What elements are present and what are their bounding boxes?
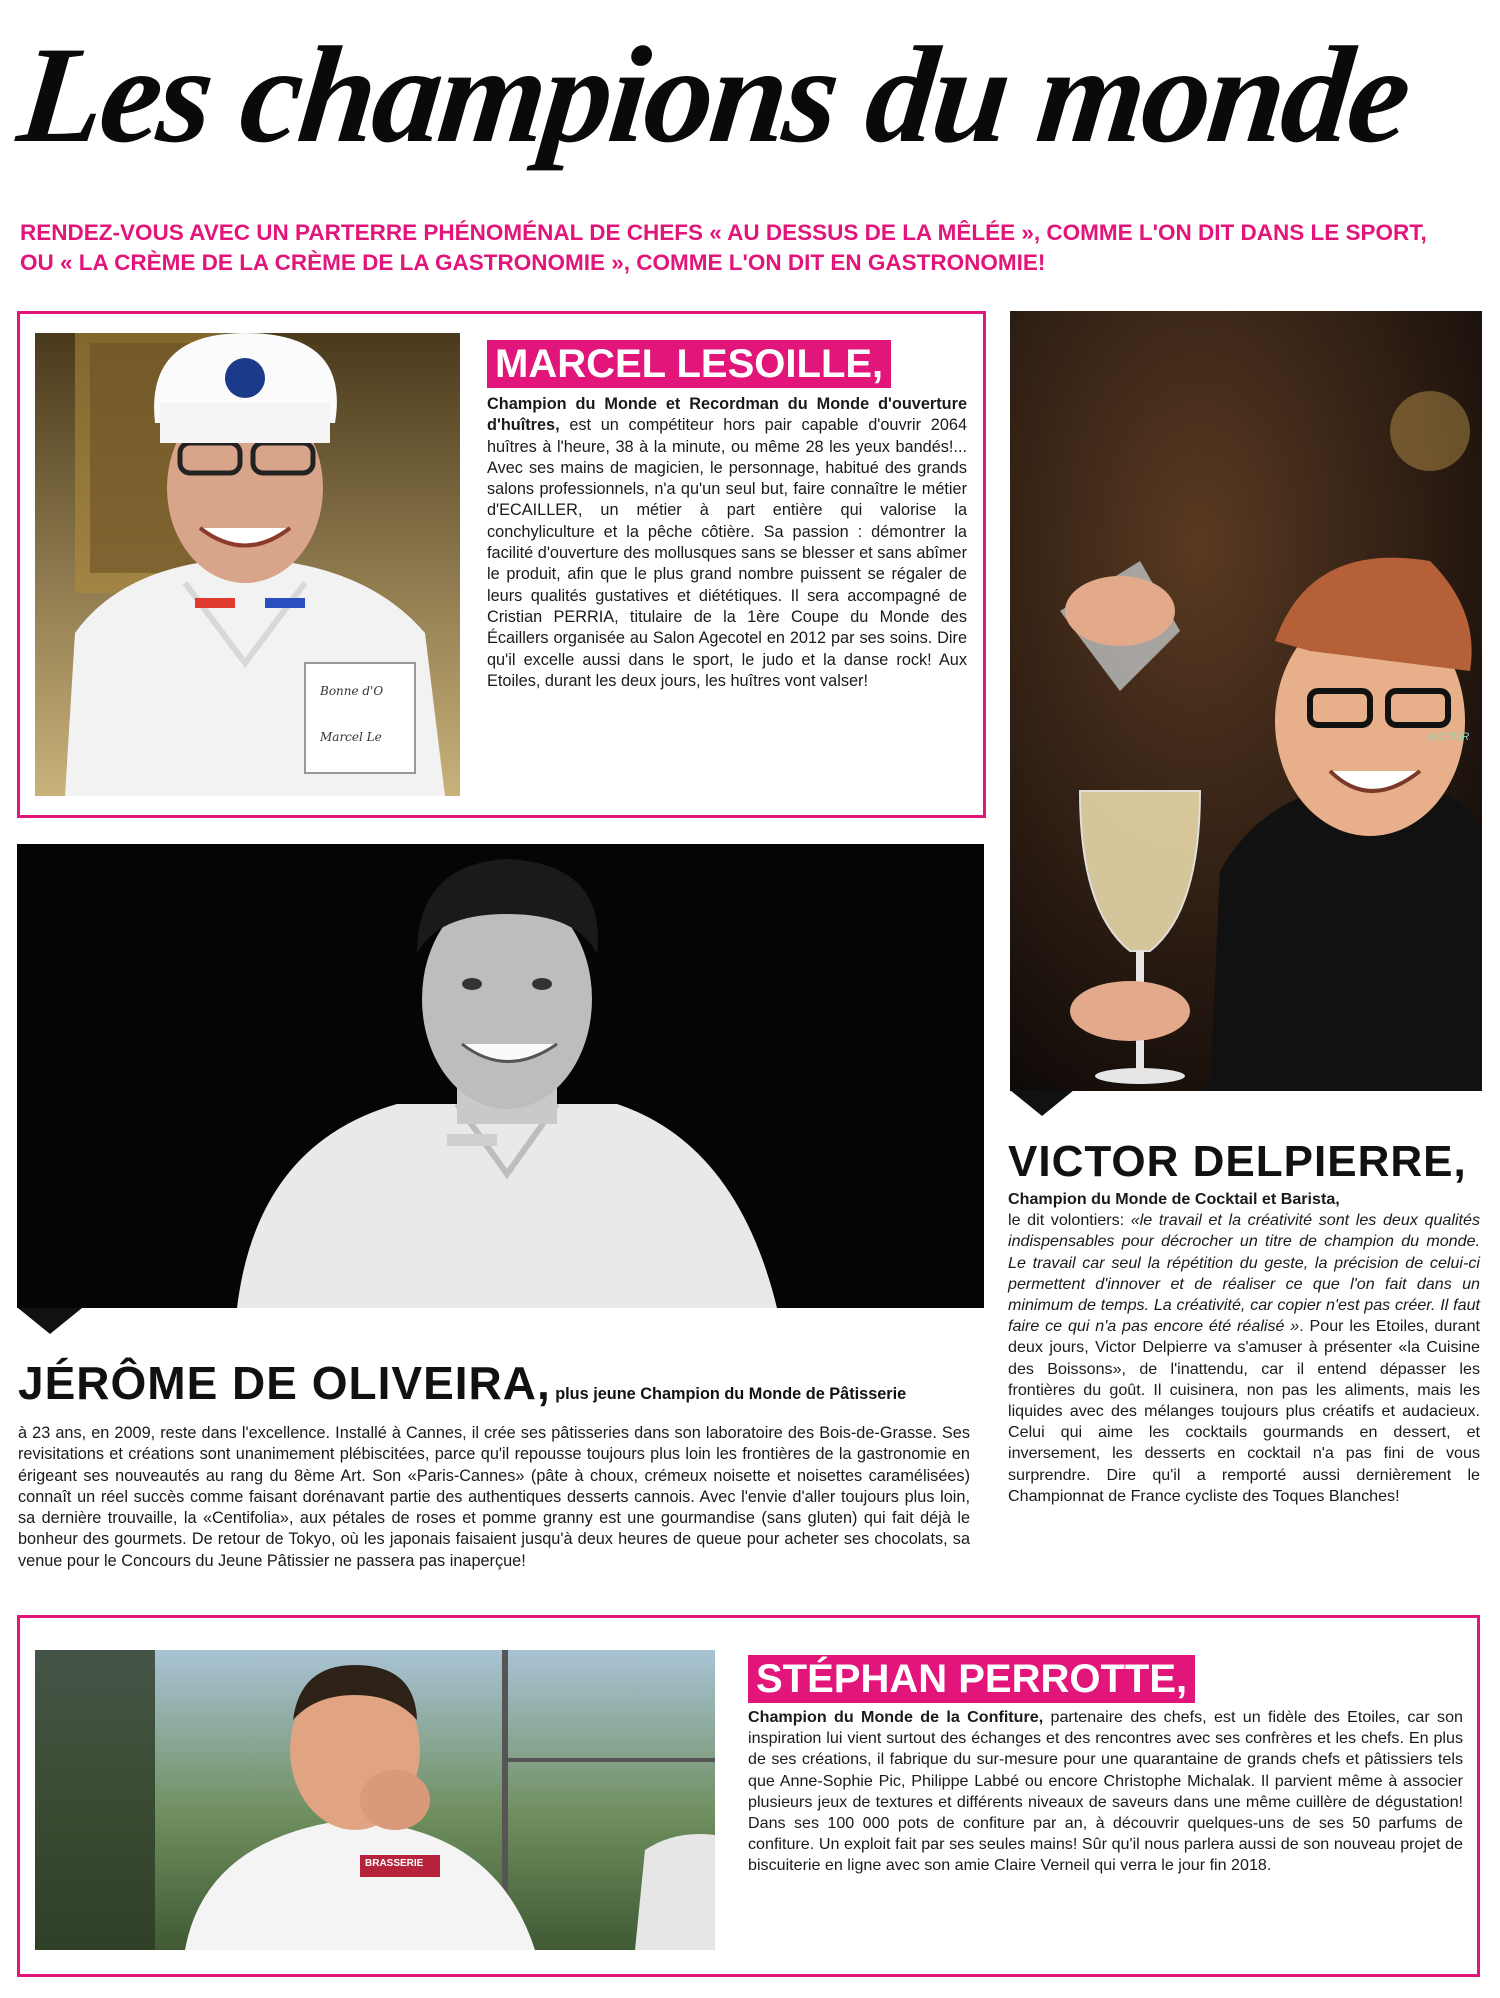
stephan-photo [35,1650,715,1950]
jerome-heading [18,1355,970,1423]
stephan-lede: Champion du Monde de la Confiture, [748,1708,1044,1726]
stephan-bio [748,1707,1463,1877]
stephan-body: partenaire des chefs, est un fidèle des Etoiles, car son inspiration lui vient surtout des échanges et des rencontres avec ses confrères et les chefs. En plus de ses créations, il fabrique du sur-mesure pour une quarantaine de grands chefs et pâtissiers tels que Anne-Sophie Pic, Philippe Labbé ou encore Christophe Michalak. Il parvient même à associer plusieurs jeux de textures et différents niveaux de saveurs dans une même cuillère de dégustation! Dans ses 100 000 pots de confiture par an, à découvrir quelques-uns de ses 50 parfums de confiture. Un exploit fait par ses seules mains! Sûr qu'il nous parlera aussi de son nouveau projet de biscuiterie en ligne avec son amie Claire Verneil qui verra le jour fin 2018. [748,1708,1463,1875]
victor-lede: Champion du Monde de Cocktail et Barista, [1008,1190,1340,1208]
victor-photo-caption: VICTOR [1428,731,1470,743]
victor-body: . Pour les Etoiles, durant deux jours, Victor Delpierre va s'amuser à présenter «la Cuisine des Boissons», de l'inattendu, car il entend dépasser les frontières du goût. Il cuisinera, non pas les aliments, mais les liquides avec des mélanges toujours plus créatifs et audacieux. Celui qui aime les cocktails gourmands en dessert, et inversement, les desserts en cocktail n'a pas fini de vous surprendre. Dire qu'il a remporté aussi dernièrement le Championnat de France cycliste des Toques Blanches! [1008,1317,1480,1505]
page-title: Les champions du monde [12,18,1416,171]
intro-deck [20,218,1480,278]
caption-line-1: Bonne d'O [320,684,384,698]
jerome-text [18,1355,970,1572]
jerome-lede: plus jeune Champion du Monde de Pâtisserie [555,1385,907,1403]
victor-quote: «le travail et la créativité sont les deux qualités indispensables pour décrocher un titre de champion du monde. Le travail car seul la répétition du geste, la précision de celui-ci permettent d'innover et de réaliser ce que l'on fait dans un minimum de temps. La créativité, car copier n'est pas créer. Il faut faire ce qui n'a pas encore été réalisé » [1008,1211,1480,1336]
jerome-photo-pointer [18,1308,82,1334]
victor-photo-pointer [1010,1090,1074,1116]
victor-text [1008,1135,1480,1507]
stephan-photo-caption: BRASSERIE [365,1858,424,1869]
victor-bio [1008,1189,1480,1507]
marcel-photo-caption [320,683,410,745]
victor-intro: le dit volontiers: [1008,1211,1131,1230]
jerome-bio: à 23 ans, en 2009, reste dans l'excellence. Installé à Cannes, il crée ses pâtisseries dans son laboratoire des Bois-de-Grasse. Ses revisitations et créations sont unanimement plébiscitées, parce qu'il repousse toujours plus loin les frontières de la gastronomie en érigeant ses nouveautés au rang du 8ème Art. Son «Paris-Cannes» (pâte à choux, crémeux noisette et noisettes caramélisées) connaît un réel succès comme faisant dorénavant partie des authentiques desserts cannois. Avec l'envie d'aller toujours plus loin, sa dernière trouvaille, la «Centifolia», aux pétales de roses et pomme granny est une gourmandise (sans gluten) qui fait déjà le bonheur des gourmets. De retour de Tokyo, où les japonais faisaient jusqu'à deux heures de queue pour acheter ses chocolats, sa venue pour le Concours du Jeune Pâtissier ne passera pas inaperçue! [18,1424,970,1570]
stephan-name: STÉPHAN PERROTTE, [748,1655,1195,1703]
intro-line-1: RENDEZ-VOUS AVEC UN PARTERRE PHÉNOMÉNAL DE CHEFS « AU DESSUS DE LA MÊLÉE », COMME L'ON DIT DANS LE SPORT, [20,220,1427,245]
jerome-photo [17,844,984,1308]
victor-name: VICTOR DELPIERRE, [1008,1137,1467,1186]
marcel-text [487,340,967,692]
jerome-name: JÉRÔME DE OLIVEIRA, [18,1357,551,1409]
marcel-photo [35,333,460,796]
stephan-text [748,1655,1463,1877]
marcel-name: MARCEL LESOILLE, [487,340,891,388]
marcel-lede: Champion du Monde et Recordman du Monde d'ouverture d'huîtres, [487,395,967,435]
marcel-bio [487,394,967,692]
victor-photo [1010,311,1482,1091]
intro-line-2: OU « LA CRÈME DE LA CRÈME DE LA GASTRONOMIE », COMME L'ON DIT EN GASTRONOMIE! [20,250,1046,275]
caption-line-2: Marcel Le [320,730,382,744]
marcel-body: est un compétiteur hors pair capable d'ouvrir 2064 huîtres à l'heure, 38 à la minute, ou même 28 les yeux bandés!... Avec ses mains de magicien, le personnage, habitué des grands salons professionnels, n'a qu'un seul but, faire connaître le métier d'ECAILLER, un métier à part entière qui valorise la conchyliculture et la pêche côtière. Sa passion : démontrer la facilité d'ouverture des mollusques sans se blesser et sans abîmer le produit, afin que le plus grand nombre puissent se régaler de leurs qualités gustatives et diététiques. Il sera accompagné de Cristian PERRIA, titulaire de la 1ère Coupe du Monde des Écaillers organisée au Salon Agecotel en 2012 par ses soins. Dire qu'il excelle aussi dans le sport, le judo et la danse rock! Aux Etoiles, durant les deux jours, les huîtres vont valser! [487,416,967,690]
